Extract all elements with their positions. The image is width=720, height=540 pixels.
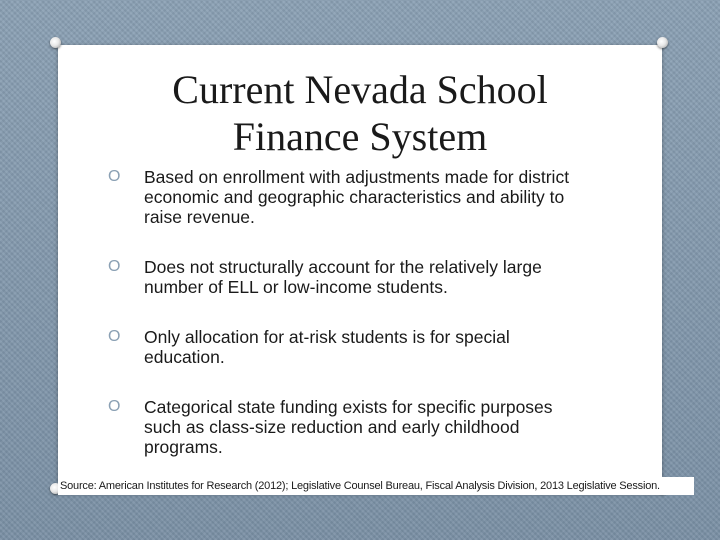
bullet-text: Does not structurally account for the relatively large number of ELL or low-income students. xyxy=(144,257,542,297)
source-citation: Source: American Institutes for Research (2012); Legislative Counsel Bureau, Fiscal Analysis Division, 2013 Legislative Session. xyxy=(58,477,694,495)
corner-pin-top-right-icon xyxy=(657,37,668,48)
slide-title-line-2: Finance System xyxy=(232,114,488,159)
bullet-item xyxy=(108,397,578,457)
bullet-text: Categorical state funding exists for specific purposes such as class-size reduction and early childhood programs. xyxy=(144,397,553,457)
bullet-item xyxy=(108,167,578,227)
slide-title xyxy=(0,66,720,160)
bullet-marker-icon: O xyxy=(108,168,121,185)
bullet-list xyxy=(108,167,578,483)
bullet-item xyxy=(108,327,578,367)
bullet-marker-icon: O xyxy=(108,398,121,415)
slide-title-line-1: Current Nevada School xyxy=(172,67,548,112)
bullet-item xyxy=(108,257,578,297)
corner-pin-top-left-icon xyxy=(50,37,61,48)
bullet-text: Based on enrollment with adjustments made for district economic and geographic characteristics and ability to raise revenue. xyxy=(144,167,570,227)
bullet-marker-icon: O xyxy=(108,328,121,345)
bullet-text: Only allocation for at-risk students is for special education. xyxy=(144,327,510,367)
bullet-marker-icon: O xyxy=(108,258,121,275)
